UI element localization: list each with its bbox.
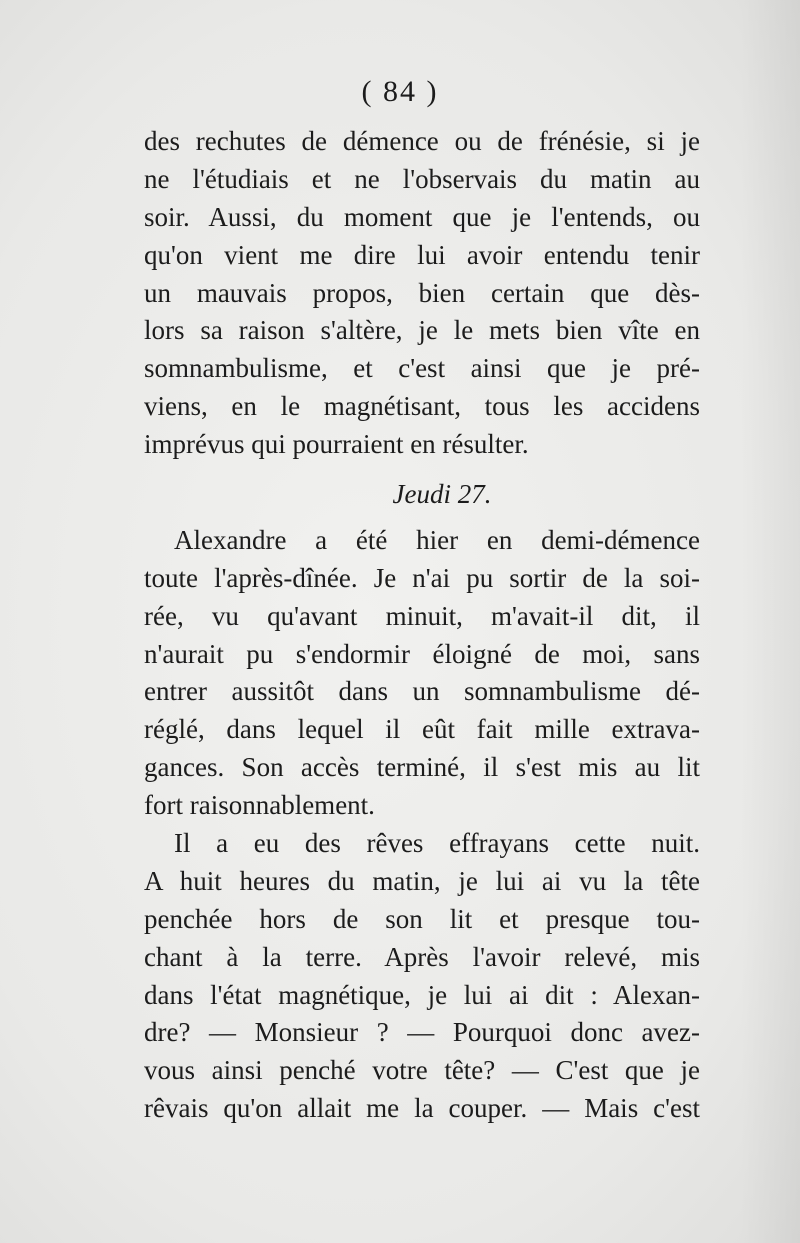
text-line: imprévus qui pourraient en résulter. (144, 429, 529, 460)
text-line: gances. Son accès terminé, il s'est mis au lit (144, 752, 700, 783)
paragraph (144, 522, 700, 825)
text-line: un mauvais propos, bien certain que dès- (144, 277, 700, 308)
text-line: toute l'après-dînée. Je n'ai pu sortir de la soi- (144, 562, 700, 593)
text-line: fort raisonnablement. (144, 790, 375, 821)
text-line: ne l'étudiais et ne l'observais du matin au (144, 163, 700, 194)
text-line: réglé, dans lequel il eût fait mille extrava- (144, 714, 700, 745)
date-heading: Jeudi 27. (392, 479, 492, 510)
text-line: penchée hors de son lit et presque tou- (144, 903, 700, 934)
body-text (144, 123, 700, 1128)
text-line: des rechutes de démence ou de frénésie, si je (144, 126, 700, 156)
text-line: dre? — Monsieur ? — Pourquoi donc avez- (144, 1017, 700, 1048)
text-line: viens, en le magnétisant, tous les accidens (144, 391, 700, 422)
text-line: somnambulisme, et c'est ainsi que je pré- (144, 353, 700, 384)
page-edge-shadow (740, 0, 800, 1243)
text-line: vous ainsi penché votre tête? — C'est que je (144, 1055, 700, 1086)
text-line: rêvais qu'on allait me la couper. — Mais c'est (144, 1093, 700, 1124)
text-line: entrer aussitôt dans un somnambulisme dé- (144, 676, 700, 707)
text-line: n'aurait pu s'endormir éloigné de moi, sans (144, 638, 700, 669)
text-line: chant à la terre. Après l'avoir relevé, mis (144, 941, 700, 972)
page-number: ( 84 ) (361, 75, 439, 108)
text-line: lors sa raison s'altère, je le mets bien vîte en (144, 315, 700, 346)
text-line: dans l'état magnétique, je lui ai dit : Alexan- (144, 979, 700, 1010)
text-line: Alexandre a été hier en demi-démence (174, 524, 700, 555)
paragraph (144, 825, 700, 1128)
paragraph-continuation (144, 123, 700, 464)
text-line: soir. Aussi, du moment que je l'entends, ou (144, 201, 700, 232)
text-line: Il a eu des rêves effrayans cette nuit. (174, 828, 700, 859)
text-line: qu'on vient me dire lui avoir entendu tenir (144, 239, 700, 270)
text-line: rée, vu qu'avant minuit, m'avait-il dit, il (144, 600, 700, 631)
text-line: A huit heures du matin, je lui ai vu la tête (144, 865, 700, 896)
